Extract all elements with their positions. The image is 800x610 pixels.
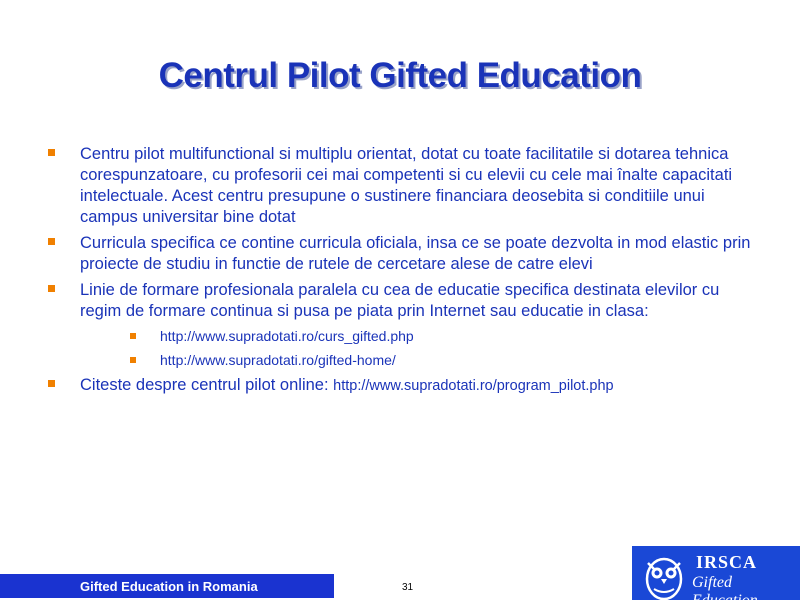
program-pilot-link[interactable]: http://www.supradotati.ro/program_pilot.php	[333, 378, 614, 394]
bullet-item	[48, 233, 760, 275]
logo-bottom-text: Gifted Education	[692, 574, 758, 609]
bullet-item	[48, 375, 760, 397]
sub-bullet-link[interactable]: http://www.supradotati.ro/curs_gifted.php	[160, 328, 414, 344]
bullet-text: Curricula specifica ce contine curricula oficiala, insa ce se poate dezvolta in mod elastic prin proiecte de studiu in functie de rutele de cercetare alese de catre elevi	[80, 234, 751, 273]
bullet-square-icon	[130, 357, 136, 363]
bullet-text: Linie de formare profesionala paralela cu cea de educatie specifica destinata elevilor cu regim de formare continua si pusa pe piata prin Internet sau educatie in clasa:	[80, 281, 720, 320]
bullet-square-icon	[48, 380, 55, 387]
bullet-text: Centru pilot multifunctional si multiplu orientat, dotat cu toate facilitatile si dotarea tehnica corespunzatoare, cu profesorii cei mai competenti si cu elevii cu cele mai înalte capacitati intelectuale. Acest centru presupune o sustinere financiara deosebita si conditiile unui campus universitar bine dotat	[80, 145, 733, 226]
footer-text: Gifted Education in Romania	[80, 579, 258, 594]
slide-title: Centrul Pilot Gifted Education	[158, 56, 642, 95]
sub-bullet-item	[48, 327, 760, 346]
bullet-square-icon	[130, 333, 136, 339]
bullet-square-icon	[48, 285, 55, 292]
sub-bullet-item	[48, 351, 760, 370]
irsca-logo	[632, 546, 800, 609]
sub-bullet-link[interactable]: http://www.supradotati.ro/gifted-home/	[160, 352, 396, 368]
page-number: 31	[402, 582, 414, 593]
bullet-item	[48, 280, 760, 322]
bullet-list	[48, 144, 760, 402]
owl-icon	[638, 549, 690, 601]
bullet-square-icon	[48, 238, 55, 245]
bullet-text: Citeste despre centrul pilot online:	[80, 376, 334, 394]
logo-top-text: IRSCA	[696, 552, 758, 572]
bullet-item	[48, 144, 760, 228]
bullet-square-icon	[48, 149, 55, 156]
